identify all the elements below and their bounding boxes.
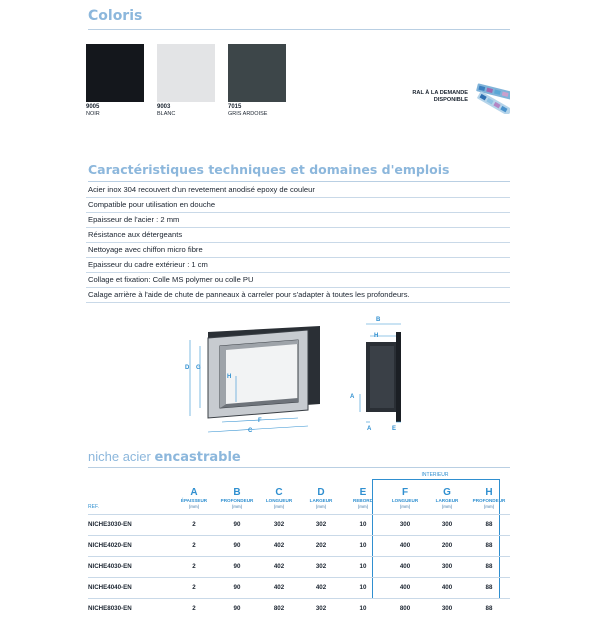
col-header-b [216, 484, 258, 514]
col-letter: H [485, 487, 493, 499]
colors-title: Coloris [88, 8, 143, 24]
cell: 302 [300, 514, 342, 535]
cell: 10 [342, 514, 384, 535]
col-name: LONGUEUR [265, 498, 293, 504]
cell: 302 [300, 598, 342, 619]
cell: 300 [384, 514, 426, 535]
table-row [88, 535, 510, 556]
cell: 402 [258, 556, 300, 577]
col-unit: (mm) [399, 504, 411, 510]
row-ref: NICHE3030-EN [88, 514, 172, 535]
color-palette-fan-icon [468, 78, 510, 114]
cell: 2 [172, 598, 216, 619]
cell: 302 [258, 514, 300, 535]
table-row [88, 556, 510, 577]
col-letter: A [190, 487, 198, 499]
cell: 90 [216, 598, 258, 619]
row-ref: NICHE4020-EN [88, 535, 172, 556]
cell: 402 [258, 535, 300, 556]
dim-label-f: F [258, 418, 262, 424]
feature-divider [86, 257, 510, 258]
feature-item: Epaisseur de l'acier : 2 mm [88, 215, 180, 224]
feature-item: Acier inox 304 recouvert d'un revetement anodisé epoxy de couleur [88, 185, 315, 194]
features-title-rule [88, 181, 510, 182]
col-letter: D [317, 487, 325, 499]
col-unit: (mm) [357, 504, 369, 510]
cell: 300 [426, 514, 468, 535]
cell: 2 [172, 514, 216, 535]
table-title-rule [88, 467, 510, 468]
cell: 302 [300, 556, 342, 577]
cell: 10 [342, 598, 384, 619]
cell: 90 [216, 556, 258, 577]
colors-title-rule [88, 29, 510, 30]
features-title: Caractéristiques techniques et domaines d'emplois [88, 162, 450, 177]
col-header-f [384, 484, 426, 514]
cell: 800 [384, 598, 426, 619]
col-header-a [172, 484, 216, 514]
cell: 402 [300, 577, 342, 598]
feature-divider [86, 227, 510, 228]
cell: 300 [426, 598, 468, 619]
swatch-name: NOIR [86, 111, 100, 117]
col-unit: (mm) [483, 504, 495, 510]
feature-divider [86, 242, 510, 243]
feature-divider [86, 287, 510, 288]
col-letter: E [359, 487, 367, 499]
col-name: REBORD [353, 498, 373, 504]
cell: 402 [258, 577, 300, 598]
cell: 2 [172, 535, 216, 556]
dim-label-a: A [367, 426, 372, 432]
row-ref: NICHE4030-EN [88, 556, 172, 577]
dim-label-c: C [248, 428, 253, 434]
cell: 200 [426, 535, 468, 556]
swatch-code: 7015 [228, 104, 242, 110]
ral-note-line2: DISPONIBLE [433, 97, 468, 103]
table-title [88, 449, 241, 465]
col-unit: (mm) [441, 504, 453, 510]
cell: 400 [384, 535, 426, 556]
niche-side-drawing [356, 318, 416, 440]
cell: 400 [384, 556, 426, 577]
swatch-7015 [228, 44, 286, 102]
cell: 300 [426, 556, 468, 577]
swatch-label-9003 [157, 104, 175, 118]
swatch-9003 [157, 44, 215, 102]
cell: 88 [468, 556, 510, 577]
table-row [88, 577, 510, 598]
feature-item: Calage arrière à l'aide de chute de panneaux à carreler pour s'adapter à toutes les profondeurs. [88, 290, 410, 299]
swatch-code: 9005 [86, 104, 100, 110]
cell: 90 [216, 535, 258, 556]
col-unit: (mm) [315, 504, 327, 510]
table-title-normal: niche acier [88, 449, 155, 464]
dim-label-e: E [392, 426, 397, 432]
col-letter: F [401, 487, 409, 499]
ral-note [388, 90, 468, 104]
col-header-e [342, 484, 384, 514]
cell: 90 [216, 514, 258, 535]
ral-note-line1: RAL À LA DEMANDE [412, 90, 468, 96]
col-header-h [468, 484, 510, 514]
col-name: PROFONDEUR [220, 498, 254, 504]
feature-item: Compatible pour utilisation en douche [88, 200, 216, 209]
table-row [88, 514, 510, 535]
swatch-name: GRIS ARDOISE [228, 111, 268, 117]
col-name: LARGEUR [435, 498, 459, 504]
swatch-code: 9003 [157, 104, 171, 110]
dim-label-b: B [376, 317, 381, 323]
feature-item: Collage et fixation: Colle MS polymer ou colle PU [88, 275, 254, 284]
table-row [88, 598, 510, 619]
cell: 400 [426, 577, 468, 598]
cell: 90 [216, 577, 258, 598]
col-unit: (mm) [273, 504, 285, 510]
dim-label-a-side: A [350, 394, 355, 400]
col-letter: G [443, 487, 451, 499]
col-header-d [300, 484, 342, 514]
cell: 10 [342, 577, 384, 598]
col-name: ÉPAISSEUR [180, 498, 208, 504]
row-ref: NICHE4040-EN [88, 577, 172, 598]
cell: 88 [468, 535, 510, 556]
spec-table [88, 484, 510, 619]
col-name: LONGUEUR [391, 498, 419, 504]
feature-divider [86, 212, 510, 213]
dim-label-d: D [185, 365, 190, 371]
swatch-name: BLANC [157, 111, 176, 117]
cell: 88 [468, 577, 510, 598]
dim-label-h-side: H [374, 333, 379, 339]
feature-divider [86, 302, 510, 303]
feature-divider [86, 272, 510, 273]
col-unit: (mm) [231, 504, 243, 510]
swatch-9005 [86, 44, 144, 102]
dim-label-h: H [227, 374, 232, 380]
col-letter: B [233, 487, 241, 499]
cell: 400 [384, 577, 426, 598]
cell: 88 [468, 514, 510, 535]
ref-header: REF. [88, 503, 99, 510]
interior-group-label: INTERIEUR [421, 472, 449, 478]
col-header-c [258, 484, 300, 514]
cell: 2 [172, 577, 216, 598]
col-unit: (mm) [188, 504, 200, 510]
dim-label-g: G [196, 365, 201, 371]
swatch-label-7015 [228, 104, 267, 118]
cell: 88 [468, 598, 510, 619]
col-name: LARGEUR [309, 498, 333, 504]
feature-item: Nettoyage avec chiffon micro fibre [88, 245, 203, 254]
cell: 2 [172, 556, 216, 577]
cell: 802 [258, 598, 300, 619]
col-header-g [426, 484, 468, 514]
cell: 202 [300, 535, 342, 556]
col-letter: C [275, 487, 283, 499]
feature-divider [86, 197, 510, 198]
swatch-label-9005 [86, 104, 100, 118]
table-title-bold: encastrable [154, 450, 241, 465]
col-name: PROFONDEUR [472, 498, 506, 504]
feature-item: Epaisseur du cadre extérieur : 1 cm [88, 260, 208, 269]
cell: 10 [342, 535, 384, 556]
row-ref: NICHE8030-EN [88, 598, 172, 619]
feature-item: Résistance aux détergeants [88, 230, 183, 239]
table-header-row [88, 484, 510, 514]
cell: 10 [342, 556, 384, 577]
